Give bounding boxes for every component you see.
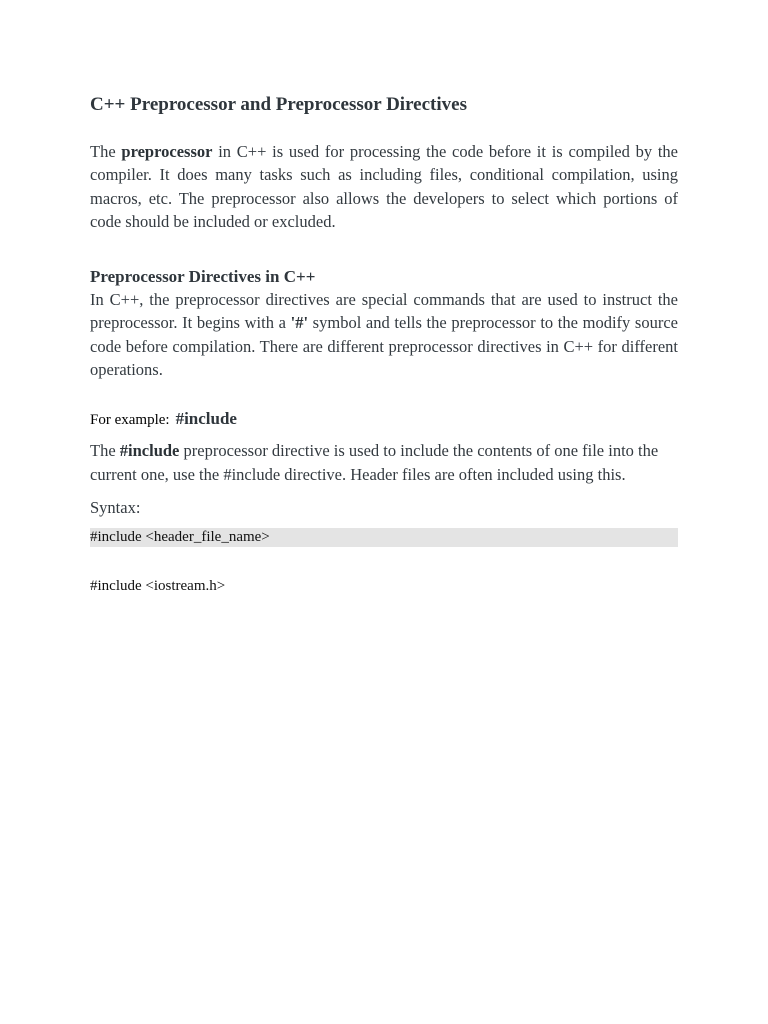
intro-rest: in C++ is used for processing the code before it is compiled by the compiler. It does many tasks such as including files, conditional compilation, using macros, etc. The preprocessor also allows the developers to select which portions of code should be included or excluded. [90, 142, 679, 231]
section-bold-symbol: '#' [290, 313, 309, 333]
include-description [90, 439, 678, 486]
section-text-1: In C++, the preprocessor directives are special commands that are used to instruct the preprocessor. It begins with a [90, 290, 678, 333]
document-page [90, 92, 678, 596]
syntax-label: Syntax: [90, 497, 141, 517]
section-paragraph [90, 288, 678, 381]
example-label: For example: [90, 412, 170, 429]
example-line [90, 407, 678, 432]
section-heading: Preprocessor Directives in C++ [90, 267, 316, 287]
syntax-code-block: #include <header_file_name> [90, 528, 678, 547]
example-code: #include [175, 409, 237, 429]
intro-bold-term: preprocessor [121, 142, 213, 161]
page-title: C++ Preprocessor and Preprocessor Directives [90, 94, 467, 115]
include-desc-rest: preprocessor directive is used to include the contents of one file into the current one, use the #include directive. Header files are often included using this. [90, 441, 659, 484]
include-desc-prefix: The [90, 441, 120, 461]
intro-prefix: The [90, 142, 122, 161]
example-code-line: #include <iostream.h> [90, 577, 226, 594]
include-desc-bold: #include [119, 441, 180, 461]
intro-paragraph [90, 140, 678, 233]
section-text-2: symbol and tells the preprocessor to the modify source code before compilation. There are different preprocessor directives in C++ for different operations. [90, 313, 678, 380]
